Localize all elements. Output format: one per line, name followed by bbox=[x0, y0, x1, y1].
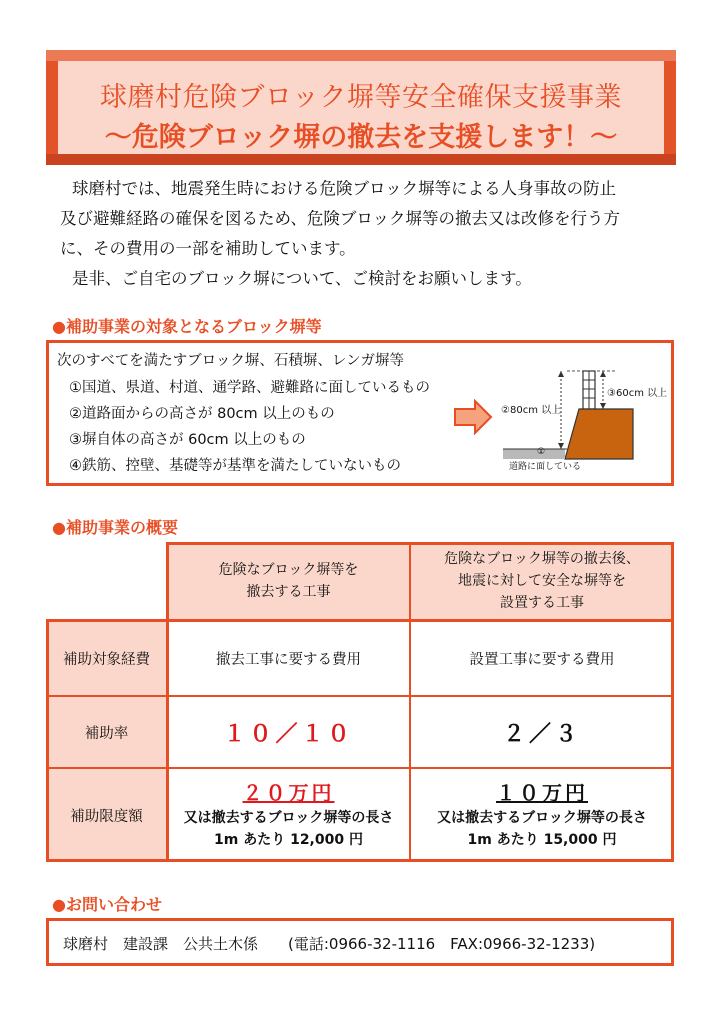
row-label-cost: 補助対象経費 bbox=[46, 620, 167, 696]
header-removal-line1: 危険なブロック塀等を bbox=[218, 562, 359, 578]
section-heading-overview: ●補助事業の概要 bbox=[52, 518, 178, 537]
contact-text: 球磨村 建設課 公共土木係 (電話:0966-32-1116 FAX:0966-32-1233) bbox=[63, 935, 596, 953]
limit-install-sub2: 1m あたり 15,000 円 bbox=[467, 832, 617, 848]
condition-item-2: ②道路面からの高さが 80cm 以上のもの bbox=[69, 406, 335, 422]
cell-rate-removal: １０／１０ bbox=[167, 696, 410, 768]
intro-line-3: に、その費用の一部を補助しています。 bbox=[60, 239, 356, 258]
overview-table bbox=[46, 542, 674, 862]
limit-removal-sub2: 1m あたり 12,000 円 bbox=[214, 832, 363, 848]
diagram-label-road-num: ① bbox=[537, 447, 546, 457]
conditions-box bbox=[46, 340, 674, 486]
condition-item-3: ③塀自体の高さが 60cm 以上のもの bbox=[69, 432, 306, 448]
table-border bbox=[671, 542, 674, 862]
limit-removal-sub1: 又は撤去するブロック塀等の長さ bbox=[183, 810, 394, 826]
cell-cost-removal: 撤去工事に要する費用 bbox=[167, 620, 410, 696]
header-install-line1: 危険なブロック塀等の撤去後、 bbox=[444, 551, 640, 567]
title-banner bbox=[46, 50, 676, 165]
table-border bbox=[46, 619, 674, 622]
page-title: 球磨村危険ブロック塀等安全確保支援事業 bbox=[100, 82, 622, 113]
title-inner-panel bbox=[58, 61, 664, 154]
table-border bbox=[46, 695, 674, 697]
limit-install-amount: １０万円 bbox=[496, 781, 588, 805]
intro-line-1: 球磨村では、地震発生時における危険ブロック塀等による人身事故の防止 bbox=[72, 179, 617, 198]
header-install-line3: 設置する工事 bbox=[500, 595, 584, 611]
intro-line-2: 及び避難経路の確保を図るため、危険ブロック塀等の撤去又は改修を行う方 bbox=[60, 209, 621, 228]
cell-limit-removal bbox=[167, 768, 410, 862]
header-install-line2: 地震に対して安全な塀等を bbox=[458, 573, 626, 589]
table-border bbox=[167, 542, 674, 545]
row-label-rate: 補助率 bbox=[46, 696, 167, 768]
table-header-removal bbox=[167, 542, 410, 620]
diagram-label-height: ②80cm 以上 bbox=[501, 405, 562, 416]
section-heading-contact: ●お問い合わせ bbox=[52, 895, 162, 914]
section-heading-target: ●補助事業の対象となるブロック塀等 bbox=[52, 317, 322, 336]
condition-item-4: ④鉄筋、控壁、基礎等が基準を満たしていないもの bbox=[69, 458, 401, 474]
limit-removal-amount: ２０万円 bbox=[242, 781, 335, 805]
cell-rate-install: ２／３ bbox=[410, 696, 674, 768]
table-border bbox=[409, 542, 411, 862]
conditions-lead: 次のすべてを満たすブロック塀、石積塀、レンガ塀等 bbox=[57, 353, 405, 369]
cell-limit-install bbox=[410, 768, 674, 862]
table-border bbox=[46, 859, 674, 862]
arrow-right-icon bbox=[453, 399, 493, 435]
table-border bbox=[166, 542, 169, 862]
row-label-limit: 補助限度額 bbox=[46, 768, 167, 862]
page-subtitle: 〜危険ブロック塀の撤去を支援します！〜 bbox=[104, 122, 618, 153]
table-border bbox=[46, 767, 674, 769]
cell-cost-install: 設置工事に要する費用 bbox=[410, 620, 674, 696]
contact-box bbox=[46, 918, 674, 966]
table-header-install bbox=[410, 542, 674, 620]
intro-line-4: 是非、ご自宅のブロック塀について、ご検討をお願いします。 bbox=[72, 269, 532, 288]
table-border bbox=[46, 619, 49, 862]
banner-bevel-top bbox=[46, 50, 676, 61]
diagram-label-road: 道路に面している bbox=[509, 462, 582, 472]
header-removal-line2: 撤去する工事 bbox=[246, 584, 331, 600]
banner-bevel-bottom bbox=[46, 154, 676, 165]
limit-install-sub1: 又は撤去するブロック塀等の長さ bbox=[437, 810, 647, 826]
diagram-label-wall: ③60cm 以上 bbox=[607, 388, 668, 399]
condition-item-1: ①国道、県道、村道、通学路、避難路に面しているもの bbox=[69, 380, 430, 396]
